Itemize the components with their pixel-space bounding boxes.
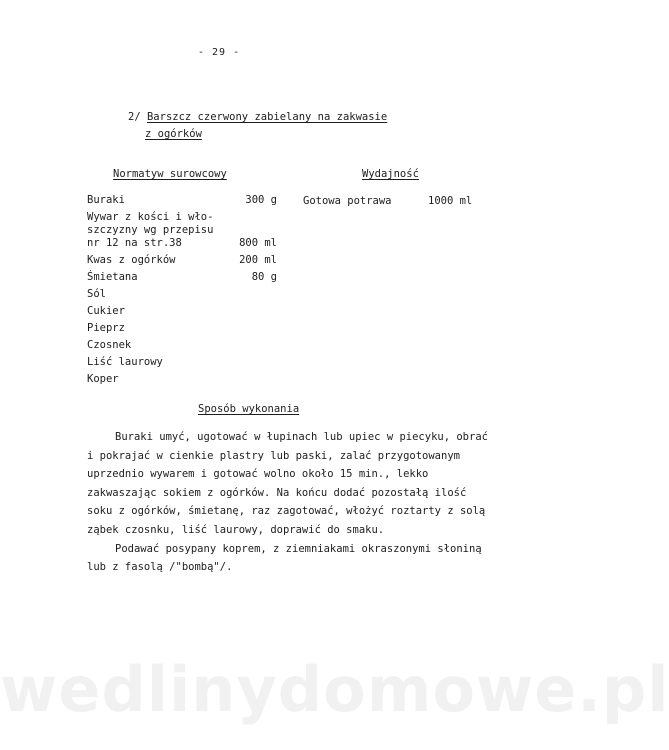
ingredient-name: Wywar z kości i wło- szczyzny wg przepisu nr 12 na str.38 xyxy=(87,211,214,249)
ingredient-quantity: 80 g xyxy=(251,271,277,283)
yield-label: Gotowa potrawa xyxy=(303,195,392,207)
watermark: wedlinydomowe.pl xyxy=(0,653,669,726)
method-text xyxy=(87,428,492,577)
recipe-title xyxy=(128,109,387,143)
ingredient-name: Koper xyxy=(87,373,119,385)
ingredient-row xyxy=(87,322,287,335)
ingredient-name: Czosnek xyxy=(87,339,132,351)
ingredients-list xyxy=(87,194,287,390)
ingredient-name: Liść laurowy xyxy=(87,356,163,368)
recipe-number: 2/ xyxy=(128,111,141,123)
page-number: - 29 - xyxy=(198,47,241,58)
recipe-title-text-2: z ogórków xyxy=(145,128,202,140)
ingredient-name: Śmietana xyxy=(87,271,138,283)
recipe-title-line1 xyxy=(128,109,387,126)
ingredient-name: Buraki xyxy=(87,194,125,206)
ingredients-header: Normatyw surowcowy xyxy=(113,168,227,180)
ingredient-row xyxy=(87,305,287,318)
ingredient-row xyxy=(87,211,287,250)
ingredient-row xyxy=(87,356,287,369)
ingredient-row xyxy=(87,288,287,301)
yield-value: 1000 ml xyxy=(428,195,473,207)
ingredient-quantity: 800 ml xyxy=(239,237,277,249)
ingredient-row xyxy=(87,339,287,352)
method-header: Sposób wykonania xyxy=(198,403,300,415)
ingredient-row xyxy=(87,271,287,284)
ingredient-quantity: 200 ml xyxy=(239,254,277,266)
method-paragraph: Buraki umyć, ugotować w łupinach lub upiec w piecyku, obrać i pokrajać w cienkie plastry lub paski, zalać przygotowanym uprzednio wywarem i gotować wolno około 15 min., lekko zakwaszając sokiem z ogórków. Na końcu dodać pozostałą ilość soku z ogórków, śmietanę, raz zagotować, włożyć roztarty z solą ząbek czosnku, liść laurowy, doprawić do smaku. xyxy=(87,431,488,536)
ingredient-name: Pieprz xyxy=(87,322,125,334)
yield-header: Wydajność xyxy=(362,168,419,180)
ingredient-row xyxy=(87,373,287,386)
recipe-title-text: Barszcz czerwony zabielany na zakwasie xyxy=(146,111,388,123)
ingredient-name: Cukier xyxy=(87,305,125,317)
ingredient-row xyxy=(87,194,287,207)
method-paragraph: Podawać posypany koprem, z ziemniakami okraszonymi słoniną lub z fasolą /"bombą"/. xyxy=(87,542,482,574)
ingredient-quantity: 300 g xyxy=(245,194,277,206)
ingredient-row xyxy=(87,254,287,267)
recipe-title-line2 xyxy=(128,126,387,143)
ingredient-name: Kwas z ogórków xyxy=(87,254,176,266)
ingredient-name: Sól xyxy=(87,288,106,300)
